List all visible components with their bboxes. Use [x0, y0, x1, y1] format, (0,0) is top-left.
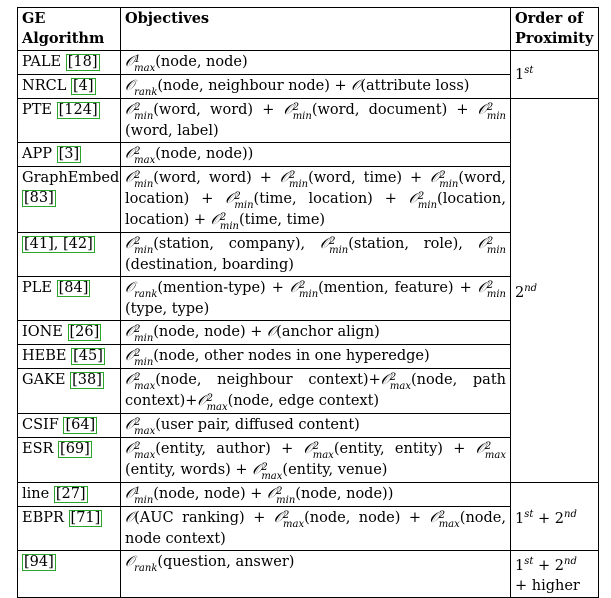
- objective-text: (node, neighbour context)+: [155, 372, 381, 388]
- objective-order-sup: 2: [219, 212, 227, 223]
- objective-subsup: [329, 237, 348, 255]
- objective-subsup: [134, 88, 157, 97]
- objective-kind-sub: min: [276, 495, 296, 506]
- objective-term: [125, 170, 280, 190]
- objective-text: (anchor align): [276, 324, 380, 340]
- objective-subsup: [134, 103, 153, 121]
- objective-kind-sub: min: [329, 245, 349, 256]
- objective-subsup: [134, 373, 155, 391]
- objective-subsup: [207, 394, 228, 412]
- objective-kind-sub: max: [206, 402, 228, 413]
- algorithm-cell: [18, 233, 121, 277]
- objective-text: (user pair, diffused content): [155, 417, 360, 433]
- objective-subsup: [134, 290, 157, 299]
- objective-term: [125, 372, 381, 392]
- order-value: 2: [515, 284, 525, 301]
- objective-kind-sub: min: [134, 179, 154, 190]
- citation-link[interactable]: [41], [42]: [24, 236, 93, 252]
- table-row: [18, 551, 599, 598]
- objective-symbol: 𝒪: [125, 102, 135, 118]
- order-cell: [511, 551, 599, 598]
- objective-kind-sub: min: [417, 200, 438, 211]
- objective-term: [125, 236, 320, 256]
- objective-text: (time, location) +: [253, 191, 409, 207]
- algorithm-cell: [18, 75, 121, 99]
- objective-kind-sub: min: [219, 221, 239, 232]
- objective-text: (word, label): [125, 123, 219, 139]
- objective-text: (mention, feature) +: [318, 280, 478, 296]
- header-order: Order of Proximity: [511, 8, 599, 51]
- objective-symbol: 𝒪: [225, 191, 235, 207]
- objective-symbol: 𝒪: [125, 146, 135, 162]
- objective-order-sup: 2: [486, 236, 494, 247]
- objective-order-sup: 2: [134, 170, 141, 181]
- objective-subsup: [487, 237, 506, 255]
- citation-link[interactable]: [26]: [69, 324, 100, 340]
- objective-kind-sub: min: [134, 357, 154, 368]
- objective-kind-sub: max: [389, 381, 411, 392]
- objective-subsup: [261, 463, 282, 481]
- objective-symbol: 𝒪: [125, 280, 135, 296]
- citation-link[interactable]: [69]: [60, 441, 90, 457]
- objective-subsup: [289, 171, 308, 189]
- objective-order-sup: 2: [288, 170, 296, 181]
- objective-kind-sub: max: [312, 450, 334, 461]
- objective-symbol: 𝒪: [267, 324, 277, 340]
- objective-symbol: 𝒪: [303, 441, 313, 457]
- objective-kind-sub: min: [439, 179, 459, 190]
- citation-link[interactable]: [38]: [72, 372, 102, 388]
- header-algorithm: GE Algorithm: [18, 8, 121, 51]
- objective-term: [267, 486, 394, 506]
- objective-term: [125, 348, 430, 368]
- objective-term: [125, 486, 268, 506]
- objective-subsup: [134, 564, 157, 573]
- objective-symbol: 𝒪: [125, 348, 135, 364]
- algorithm-name: ESR: [22, 441, 54, 457]
- citation-link[interactable]: [45]: [73, 348, 103, 364]
- objective-term: [279, 170, 431, 190]
- objective-text: (node, path context)+: [125, 372, 506, 409]
- objective-kind-sub: max: [484, 450, 507, 461]
- objective-term: [125, 441, 304, 461]
- objective-term: [283, 102, 478, 122]
- objective-subsup: [134, 325, 153, 343]
- objective-order-sup: 2: [283, 510, 290, 521]
- objective-order-sup: 2: [234, 191, 241, 202]
- objective-text: (station, role),: [348, 236, 478, 252]
- objective-term: [351, 78, 469, 94]
- algorithm-name: PALE: [22, 54, 62, 70]
- objective-subsup: [134, 171, 153, 189]
- algorithm-cell: [18, 99, 121, 143]
- objective-kind-sub: min: [134, 495, 154, 506]
- objective-symbol: 𝒪: [319, 236, 330, 252]
- algorithm-name: GraphEmbed: [22, 170, 120, 186]
- order-superscript: nd: [524, 282, 538, 294]
- objective-symbol: 𝒪: [210, 212, 220, 228]
- order-part: nd: [564, 556, 577, 567]
- objective-term: [125, 102, 284, 122]
- objective-order-sup: 2: [206, 393, 213, 404]
- objectives-cell: [121, 507, 511, 551]
- objectives-cell: [121, 414, 511, 438]
- citation-link[interactable]: [84]: [58, 280, 89, 296]
- objective-text: (entity, author) +: [155, 441, 304, 457]
- objective-kind-sub: rank: [134, 563, 158, 574]
- objective-subsup: [439, 511, 460, 529]
- objective-text: (node, neighbour node) +: [157, 78, 352, 94]
- objective-term: [125, 146, 254, 166]
- objective-subsup: [299, 281, 318, 299]
- objective-kind-sub: max: [438, 519, 460, 530]
- objective-term: [319, 236, 478, 256]
- objective-subsup: [134, 147, 155, 165]
- objectives-cell: [121, 277, 511, 321]
- objective-text: (entity, venue): [282, 462, 388, 478]
- algorithm-name: APP: [22, 146, 52, 162]
- objective-text: (mention-type) +: [157, 280, 290, 296]
- objective-text: (entity, entity) +: [333, 441, 476, 457]
- objective-kind-sub: min: [486, 111, 506, 122]
- objective-text: (destination, boarding): [125, 257, 294, 273]
- algorithm-name: HEBE: [22, 348, 67, 364]
- objective-symbol: 𝒪: [475, 441, 485, 457]
- objective-subsup: [487, 281, 506, 299]
- objective-text: (attribute loss): [360, 78, 470, 94]
- header-row: [18, 8, 599, 51]
- objective-symbol: 𝒪: [125, 324, 135, 340]
- algorithm-name: EBPR: [22, 510, 64, 526]
- objectives-cell: [121, 483, 511, 507]
- objective-symbol: 𝒪: [125, 441, 135, 457]
- objective-order-sup: 2: [312, 441, 320, 452]
- objective-subsup: [439, 171, 458, 189]
- citation-link[interactable]: [64]: [65, 417, 96, 433]
- objective-subsup: [418, 192, 437, 210]
- objective-term: [125, 417, 360, 437]
- objectives-cell: [121, 51, 511, 75]
- header-objectives: Objectives: [121, 8, 511, 51]
- objective-order-sup: 2: [134, 417, 141, 428]
- algorithm-cell: [18, 51, 121, 75]
- objective-symbol: 𝒪: [430, 170, 440, 186]
- objective-text: (word, word) +: [153, 102, 284, 118]
- objective-text: (question, answer): [157, 554, 295, 570]
- objective-subsup: [134, 418, 155, 436]
- algorithm-name: PTE: [22, 102, 53, 118]
- objective-text: (node, node) +: [304, 510, 430, 526]
- objective-term: [125, 554, 295, 574]
- ge-algorithm-table: [17, 7, 599, 598]
- objectives-cell: [121, 551, 511, 598]
- algorithm-name: IONE: [22, 324, 63, 340]
- objective-text: (node, node)): [155, 146, 254, 162]
- objective-subsup: [390, 373, 411, 391]
- order-part: nd: [564, 508, 577, 520]
- objective-term: [210, 212, 326, 232]
- objective-order-sup: 2: [134, 324, 141, 335]
- objective-kind-sub: max: [134, 155, 156, 166]
- objective-subsup: [134, 442, 155, 460]
- order-part: st: [524, 556, 534, 567]
- objective-kind-sub: max: [134, 63, 156, 74]
- objective-order-sup: 2: [439, 170, 446, 181]
- objective-text: (AUC ranking) +: [134, 510, 274, 526]
- objective-subsup: [134, 349, 153, 367]
- objective-symbol: 𝒪: [279, 170, 289, 186]
- objective-subsup: [283, 511, 304, 529]
- objective-order-sup: 2: [292, 102, 300, 113]
- objective-subsup: [485, 442, 506, 460]
- objective-term: [252, 462, 388, 482]
- order-part: 2: [554, 558, 564, 574]
- algorithm-cell: [18, 167, 121, 233]
- objective-symbol: 𝒪: [477, 236, 487, 252]
- table-container: [17, 7, 599, 598]
- objective-text: (node, node)): [295, 486, 394, 502]
- order-part: 2: [554, 510, 564, 527]
- order-part: 1: [515, 558, 525, 574]
- objective-term: [225, 191, 409, 211]
- objectives-cell: [121, 143, 511, 167]
- objective-symbol: 𝒪: [351, 78, 361, 94]
- algorithm-name: line: [22, 486, 50, 502]
- algorithm-cell: [18, 345, 121, 369]
- table-row: [18, 483, 599, 507]
- objective-text: (time, time): [238, 212, 326, 228]
- algorithm-cell: [18, 551, 121, 598]
- objective-subsup: [313, 442, 334, 460]
- objective-term: [303, 441, 476, 461]
- objective-kind-sub: rank: [134, 289, 158, 300]
- objective-text: (word, location) +: [125, 170, 506, 207]
- objective-subsup: [293, 103, 312, 121]
- objective-term: [289, 280, 478, 300]
- citation-link[interactable]: [18]: [67, 54, 98, 70]
- algorithm-cell: [18, 321, 121, 345]
- citation-link[interactable]: [124]: [58, 102, 98, 118]
- objective-order-sup: 1: [134, 486, 141, 497]
- objective-text: (word, document) +: [311, 102, 478, 118]
- objective-term: [125, 510, 274, 526]
- objective-order-sup: 2: [438, 510, 446, 521]
- objectives-cell: [121, 99, 511, 143]
- objective-order-sup: 2: [486, 280, 494, 291]
- objective-symbol: 𝒪: [125, 372, 135, 388]
- objective-text: (word, word) +: [153, 170, 280, 186]
- table-row: [18, 51, 599, 75]
- objectives-cell: [121, 438, 511, 483]
- objective-text: (word, time) +: [308, 170, 431, 186]
- citation-link[interactable]: [71]: [70, 510, 101, 526]
- objective-text: (station, company),: [153, 236, 320, 252]
- objective-text: (type, type): [125, 301, 210, 317]
- objective-order-sup: 2: [276, 486, 283, 497]
- objective-subsup: [134, 487, 153, 505]
- objective-symbol: 𝒪: [125, 236, 135, 252]
- objective-text: (node, other nodes in one hyperedge): [153, 348, 430, 364]
- algorithm-cell: [18, 483, 121, 507]
- objective-order-sup: 2: [261, 462, 268, 473]
- objective-kind-sub: max: [134, 381, 156, 392]
- objective-subsup: [134, 55, 155, 73]
- objective-kind-sub: min: [288, 179, 309, 190]
- objective-subsup: [276, 487, 295, 505]
- order-part: st: [524, 508, 534, 520]
- objective-order-sup: 2: [299, 280, 306, 291]
- objectives-cell: [121, 345, 511, 369]
- objective-order-sup: 2: [486, 102, 494, 113]
- objective-term: [273, 510, 430, 530]
- citation-link[interactable]: [3]: [58, 146, 80, 162]
- objective-order-sup: 2: [134, 348, 141, 359]
- objective-symbol: 𝒪: [125, 486, 135, 502]
- objective-term: [267, 324, 380, 340]
- objective-symbol: 𝒪: [125, 510, 135, 526]
- objective-order-sup: 1: [134, 54, 141, 65]
- objective-kind-sub: min: [134, 111, 154, 122]
- objective-symbol: 𝒪: [197, 393, 207, 409]
- order-value: 1: [515, 67, 525, 83]
- objective-symbol: 𝒪: [125, 54, 135, 70]
- algorithm-cell: [18, 414, 121, 438]
- citation-link[interactable]: [27]: [55, 486, 86, 502]
- objective-order-sup: 2: [134, 372, 141, 383]
- objective-text: (location, location) +: [125, 191, 506, 228]
- objective-kind-sub: min: [299, 289, 319, 300]
- objectives-cell: [121, 167, 511, 233]
- objectives-cell: [121, 321, 511, 345]
- table-row: [18, 99, 599, 143]
- objective-kind-sub: max: [261, 471, 283, 482]
- objective-symbol: 𝒪: [289, 280, 300, 296]
- objective-kind-sub: rank: [134, 87, 158, 98]
- objective-kind-sub: min: [234, 200, 254, 211]
- order-superscript: st: [524, 65, 534, 76]
- citation-link[interactable]: [94]: [24, 554, 54, 570]
- algorithm-name: GAKE: [22, 372, 66, 388]
- algorithm-cell: [18, 507, 121, 551]
- objective-term: [197, 393, 380, 413]
- objective-symbol: 𝒪: [283, 102, 293, 118]
- objective-order-sup: 2: [134, 441, 141, 452]
- order-cell: [511, 51, 599, 99]
- objective-symbol: 𝒪: [408, 191, 418, 207]
- objective-order-sup: 2: [417, 191, 425, 202]
- objective-text: (node, node): [155, 54, 248, 70]
- objective-kind-sub: max: [134, 426, 156, 437]
- objective-kind-sub: max: [283, 519, 305, 530]
- order-part: +: [533, 510, 555, 527]
- algorithm-cell: [18, 143, 121, 167]
- objective-term: [125, 78, 352, 98]
- order-part: 1: [515, 510, 525, 527]
- objective-order-sup: 2: [329, 236, 336, 247]
- citation-link[interactable]: [83]: [24, 190, 54, 206]
- objective-term: [125, 54, 248, 74]
- objective-order-sup: 2: [134, 146, 141, 157]
- objective-subsup: [487, 103, 506, 121]
- objective-text: (node, node) +: [153, 486, 268, 502]
- citation-link[interactable]: [4]: [72, 78, 94, 94]
- objective-symbol: 𝒪: [125, 417, 135, 433]
- objectives-cell: [121, 75, 511, 99]
- algorithm-cell: [18, 369, 121, 414]
- objective-symbol: 𝒪: [125, 554, 135, 570]
- objective-kind-sub: min: [134, 333, 154, 344]
- objective-order-sup: 2: [134, 102, 141, 113]
- objective-subsup: [234, 192, 253, 210]
- objective-text: (node, edge context): [227, 393, 380, 409]
- objective-text: (node, node) +: [153, 324, 268, 340]
- objective-text: (entity, words) +: [125, 462, 253, 478]
- objective-symbol: 𝒪: [273, 510, 284, 526]
- objective-symbol: 𝒪: [477, 280, 487, 296]
- algorithm-cell: [18, 438, 121, 483]
- objective-symbol: 𝒪: [429, 510, 439, 526]
- objective-symbol: 𝒪: [252, 462, 262, 478]
- objective-kind-sub: min: [292, 111, 312, 122]
- objective-symbol: 𝒪: [125, 170, 135, 186]
- objective-symbol: 𝒪: [267, 486, 277, 502]
- order-cell: [511, 99, 599, 483]
- objective-subsup: [134, 237, 153, 255]
- objective-text: (node, node context): [125, 510, 506, 547]
- objective-symbol: 𝒪: [380, 372, 390, 388]
- objective-kind-sub: min: [486, 289, 506, 300]
- objective-symbol: 𝒪: [477, 102, 487, 118]
- order-part: +: [533, 558, 555, 574]
- objective-order-sup: 2: [134, 236, 141, 247]
- objective-order-sup: 2: [389, 372, 397, 383]
- algorithm-name: CSIF: [22, 417, 59, 433]
- objectives-cell: [121, 233, 511, 277]
- algorithm-name: PLE: [22, 280, 52, 296]
- objective-kind-sub: max: [134, 450, 156, 461]
- objective-kind-sub: min: [134, 245, 154, 256]
- objective-term: [125, 280, 290, 300]
- algorithm-name: NRCL: [22, 78, 67, 94]
- algorithm-cell: [18, 277, 121, 321]
- objective-symbol: 𝒪: [125, 78, 135, 94]
- order-higher: + higher: [515, 578, 580, 594]
- objective-order-sup: 2: [484, 441, 492, 452]
- objective-subsup: [220, 213, 239, 231]
- order-cell: [511, 483, 599, 551]
- objectives-cell: [121, 369, 511, 414]
- objective-kind-sub: min: [486, 245, 506, 256]
- objective-term: [125, 324, 268, 344]
